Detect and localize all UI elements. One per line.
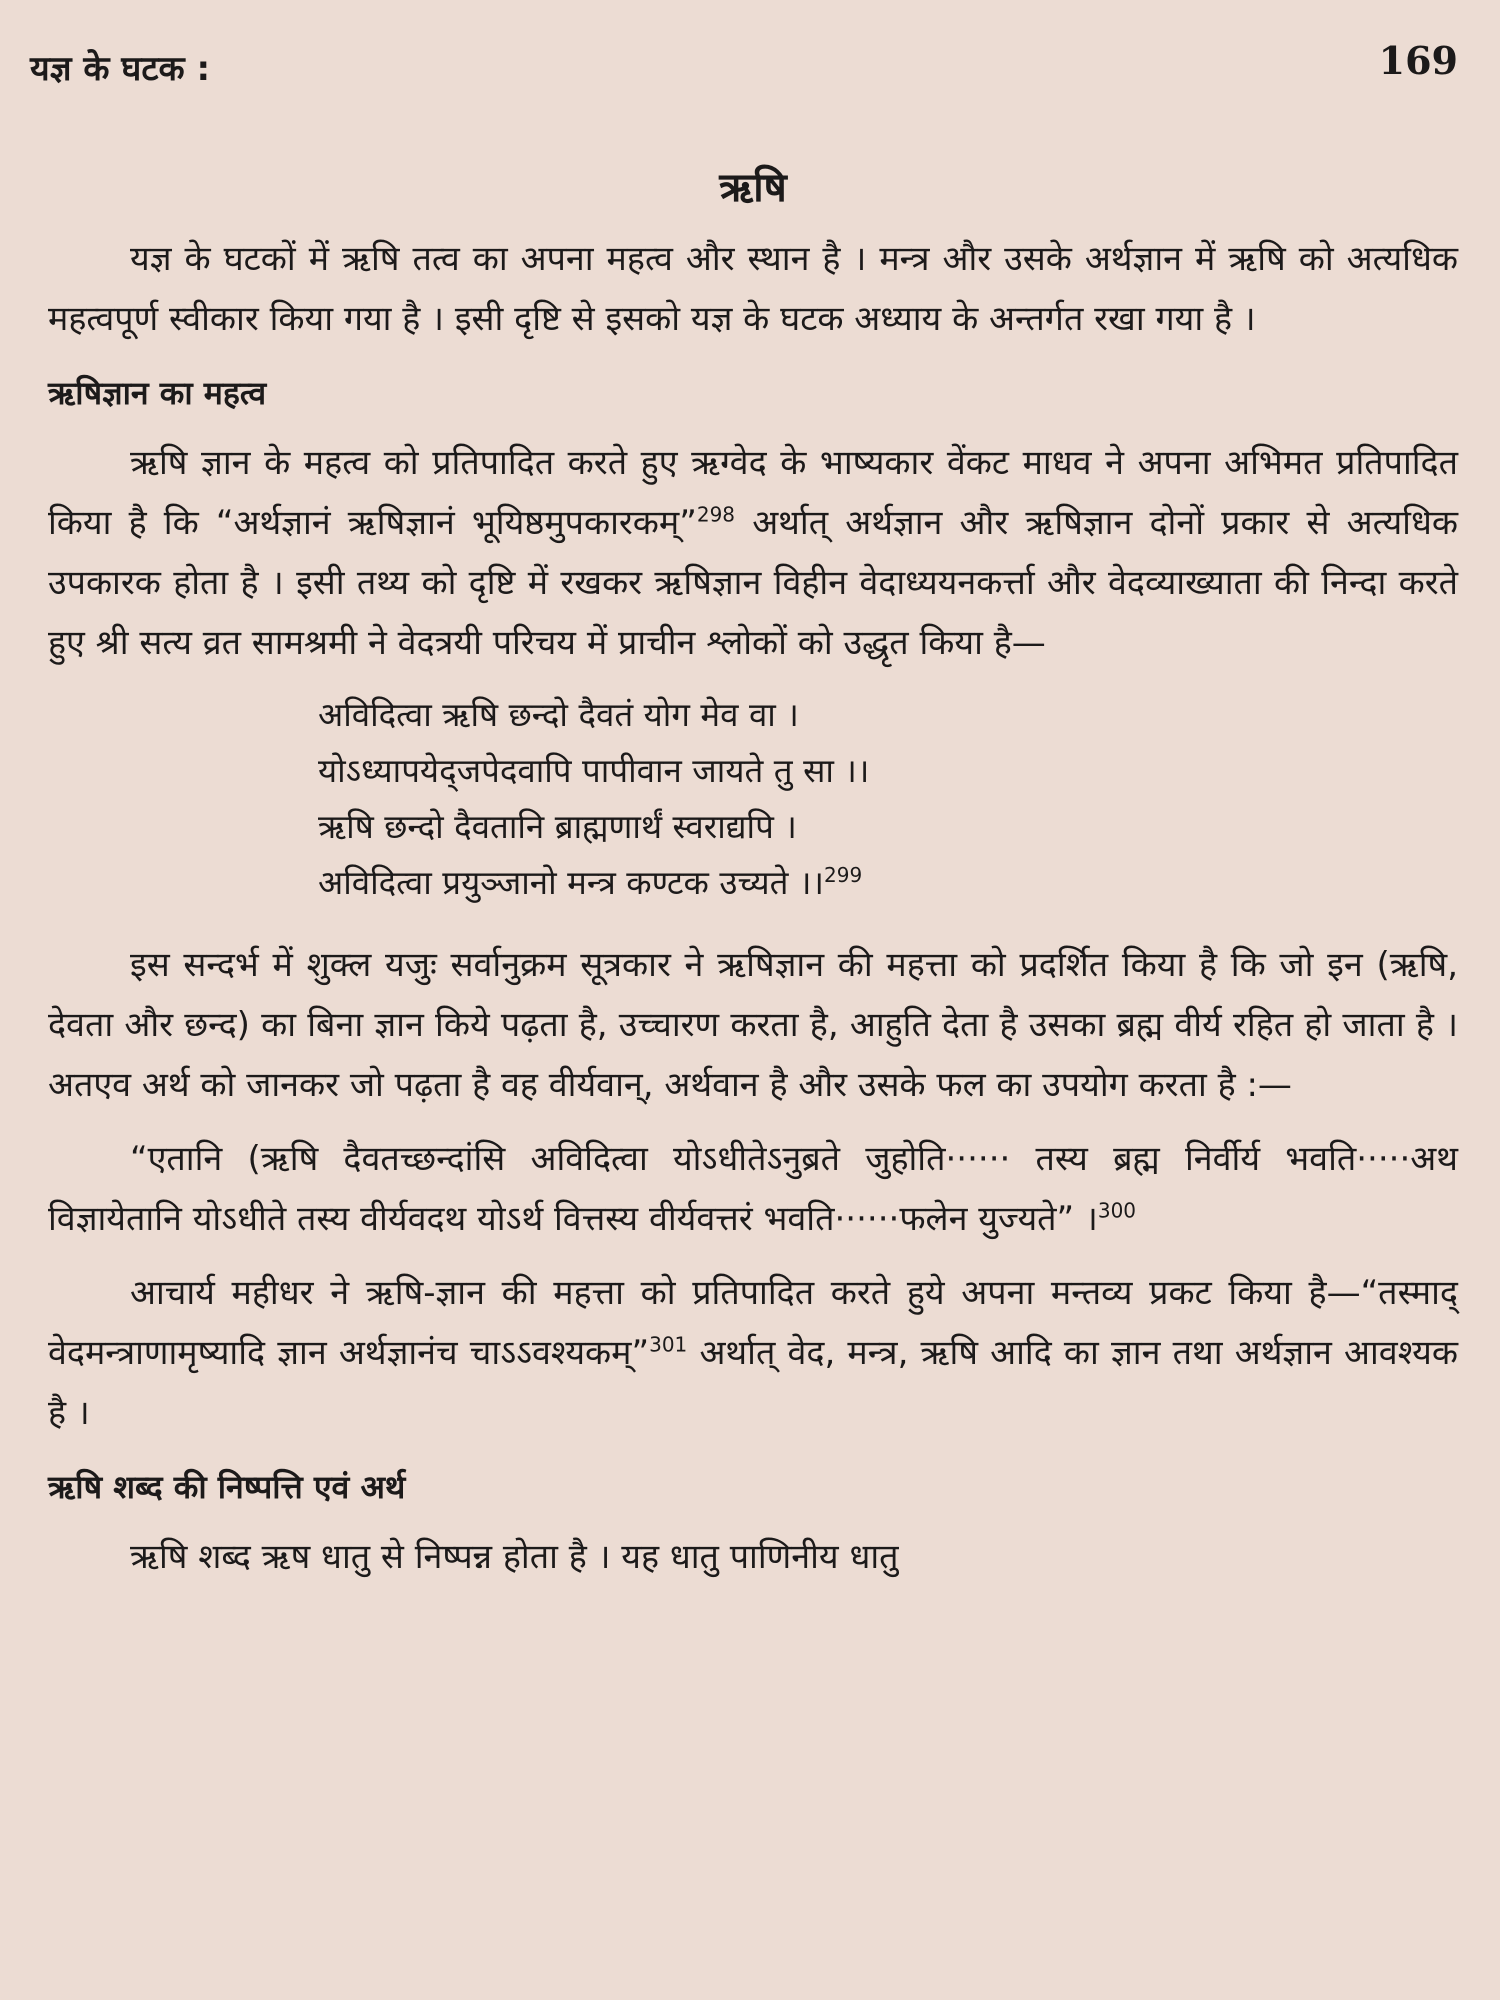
paragraph-shukla-yajuh: इस सन्दर्भ में शुक्ल यजुः सर्वानुक्रम सूत्रकार ने ऋषिज्ञान की महत्ता को प्रदर्शित किया है कि जो इन (ऋषि, देवता और छन्द) का बिना ज्ञान किये पढ़ता है, उच्चारण करता है, आहुति देता है उसका ब्रह्म वीर्य रहित हो जाता है । अतएव अर्थ को जानकर जो पढ़ता है वह वीर्यवान्, अर्थवान है और उसके फल का उपयोग करता है :— [48,945,1458,1105]
verse-line: अविदित्वा प्रयुञ्जानो मन्त्र कण्टक उच्यते ।। [318,863,825,902]
paragraph-text: अर्थात् वेद, मन्त्र, ऋषि आदि का ज्ञान तथा अर्थज्ञान आवश्यक है । [48,1333,1458,1433]
footnote-ref-301: 301 [649,1332,688,1357]
verse-line: ऋषि छन्दो दैवतानि ब्राह्मणार्थं स्वराद्यपि । [318,807,797,846]
sanskrit-quote [48,1129,1458,1249]
footnote-ref-300: 300 [1097,1198,1137,1223]
page-header [30,38,1458,88]
paragraph-text: ऋषि ज्ञान के महत्व को प्रतिपादित करते हुए ऋग्वेद के भाष्यकार वेंकट माधव ने अपना अभिमत प्रतिपादित किया है कि “अर्थज्ञानं ऋषिज्ञानं भूयिष्ठमुपकारकम्” [48,443,1458,543]
paragraph-etymology: ऋषि शब्द ऋष धातु से निष्पन्न होता है । यह धातु पाणिनीय धातु [130,1537,899,1577]
footnote-ref-298: 298 [696,502,736,527]
chapter-title: ऋषि [719,165,787,211]
footnote-ref-299: 299 [824,863,863,887]
verse-block [318,687,1458,911]
section-heading-rishi-gyan: ऋषिज्ञान का महत्व [48,374,267,412]
verse-line: योऽध्यापयेद्जपेदवापि पापीवान जायते तु सा ।। [318,751,870,790]
page-number: 169 [1378,38,1458,83]
running-head: यज्ञ के घटक : [30,49,211,89]
paragraph-text: अर्थात् अर्थज्ञान और ऋषिज्ञान दोनों प्रकार से अत्यधिक उपकारक होता है । इसी तथ्य को दृष्टि में रखकर ऋषिज्ञान विहीन वेदाध्ययनकर्त्ता और वेदव्याख्याता की निन्दा करते हुए श्री सत्य व्रत सामश्रमी ने वेदत्रयी परिचय में प्राचीन श्लोकों को उद्धृत किया है— [48,503,1458,663]
quote-text: “एतानि (ऋषि दैवतच्छन्दांसि अविदित्वा योऽधीतेऽनुब्रते जुहोति······ तस्य ब्रह्म निर्वीर्य भवति·····अथ विज्ञायेतानि योऽधीते तस्य वीर्यवदथ योऽर्थ वित्तस्य वीर्यवत्तरं भवति······फलेन युज्यते” । [48,1139,1458,1239]
paragraph-text: आचार्य महीधर ने ऋषि-ज्ञान की महत्ता को प्रतिपादित करते हुये अपना मन्तव्य प्रकट किया है—“तस्माद् वेदमन्त्राणामृष्यादि ज्ञान अर्थज्ञानंच चाऽऽवश्यकम्” [48,1273,1458,1373]
verse-line: अविदित्वा ऋषि छन्दो दैवतं योग मेव वा । [318,695,799,734]
paragraph-mahidhar [48,1263,1458,1443]
verse-line-last [318,855,1458,911]
page-content [48,158,1458,1601]
intro-paragraph: यज्ञ के घटकों में ऋषि तत्व का अपना महत्व और स्थान है । मन्त्र और उसके अर्थज्ञान में ऋषि को अत्यधिक महत्वपूर्ण स्वीकार किया गया है । इसी दृष्टि से इसको यज्ञ के घटक अध्याय के अन्तर्गत रखा गया है । [48,239,1458,339]
paragraph-venkat-madhav [48,433,1458,673]
section-heading-etymology: ऋषि शब्द की निष्पत्ति एवं अर्थ [48,1468,406,1506]
